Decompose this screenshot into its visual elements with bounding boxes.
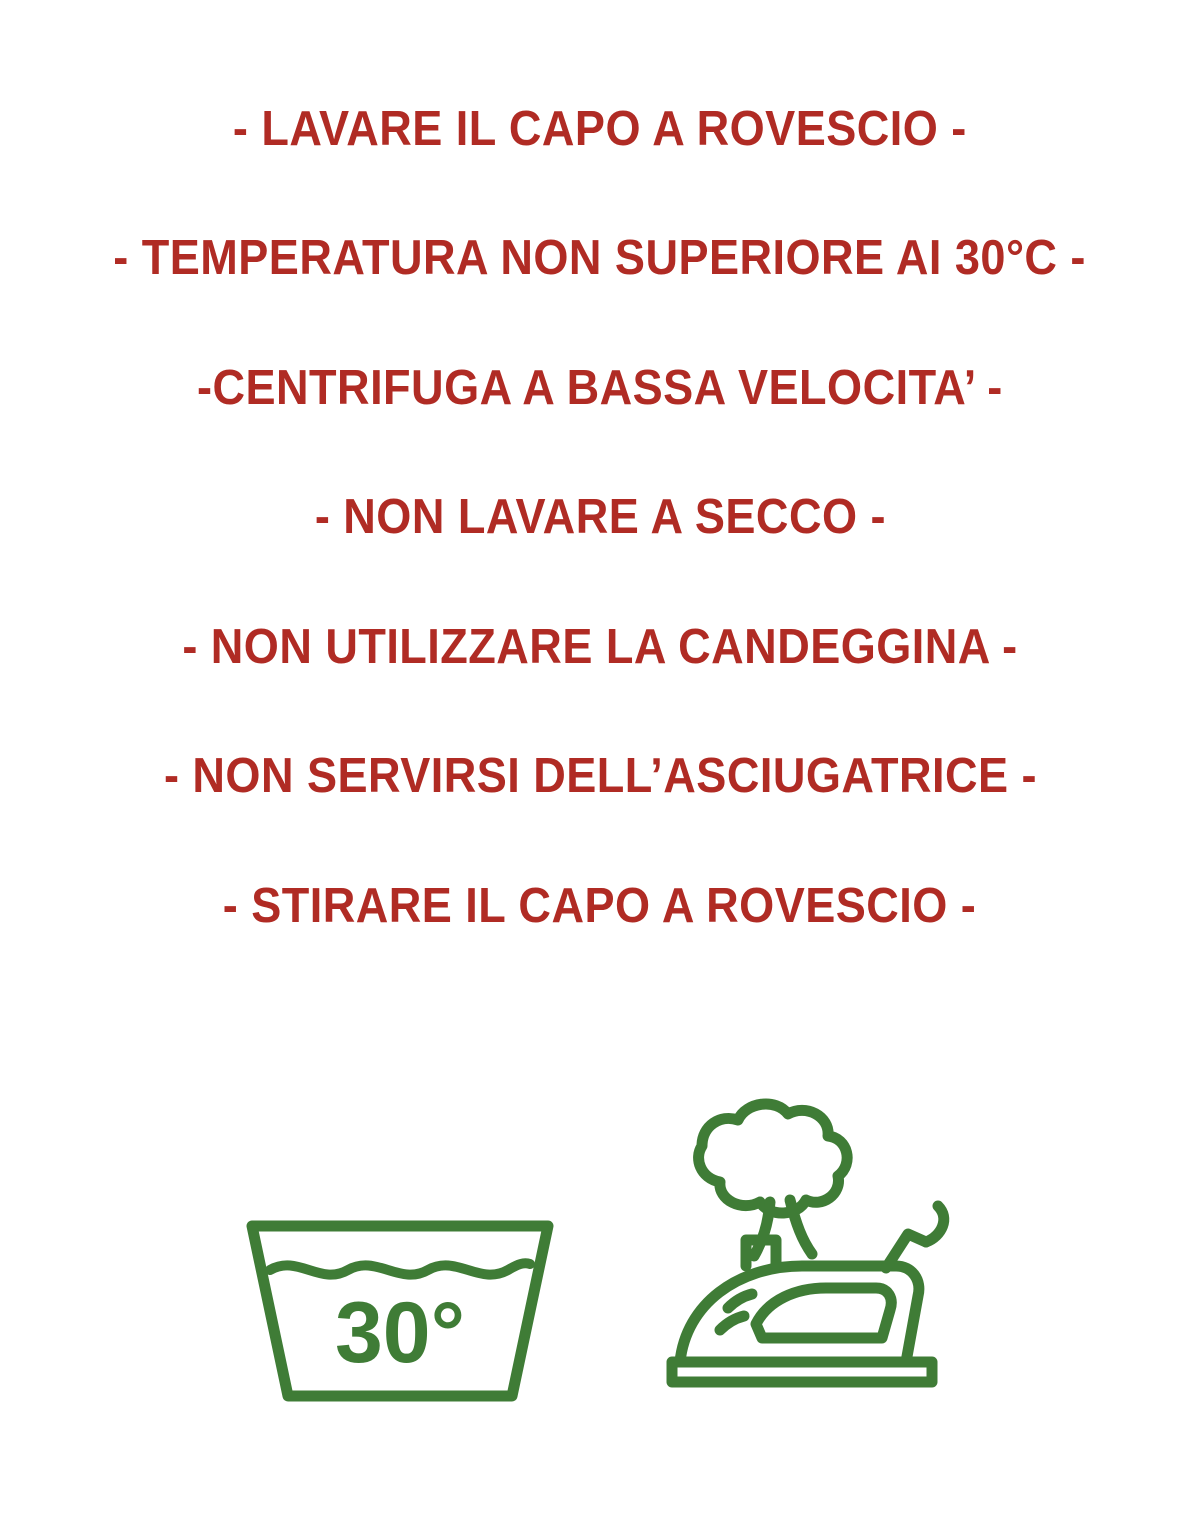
care-instruction-line: - NON UTILIZZARE LA CANDEGGINA - bbox=[182, 619, 1018, 674]
wash-tub-30-icon bbox=[240, 1210, 560, 1410]
care-instruction-line: -CENTRIFUGA A BASSA VELOCITA’ - bbox=[197, 360, 1003, 415]
care-symbols-row bbox=[0, 1090, 1200, 1410]
care-instruction-line: - NON SERVIRSI DELL’ASCIUGATRICE - bbox=[163, 749, 1037, 804]
steam-iron-icon bbox=[650, 1090, 960, 1410]
care-instruction-line: - NON LAVARE A SECCO - bbox=[314, 490, 886, 545]
care-instructions-list bbox=[0, 104, 1200, 932]
care-instruction-line: - STIRARE IL CAPO A ROVESCIO - bbox=[223, 878, 977, 933]
wash-temperature-label: 30° bbox=[334, 1285, 466, 1381]
care-instruction-line: - TEMPERATURA NON SUPERIORE AI 30°C - bbox=[113, 231, 1087, 286]
care-instruction-line: - LAVARE IL CAPO A ROVESCIO - bbox=[233, 102, 967, 156]
